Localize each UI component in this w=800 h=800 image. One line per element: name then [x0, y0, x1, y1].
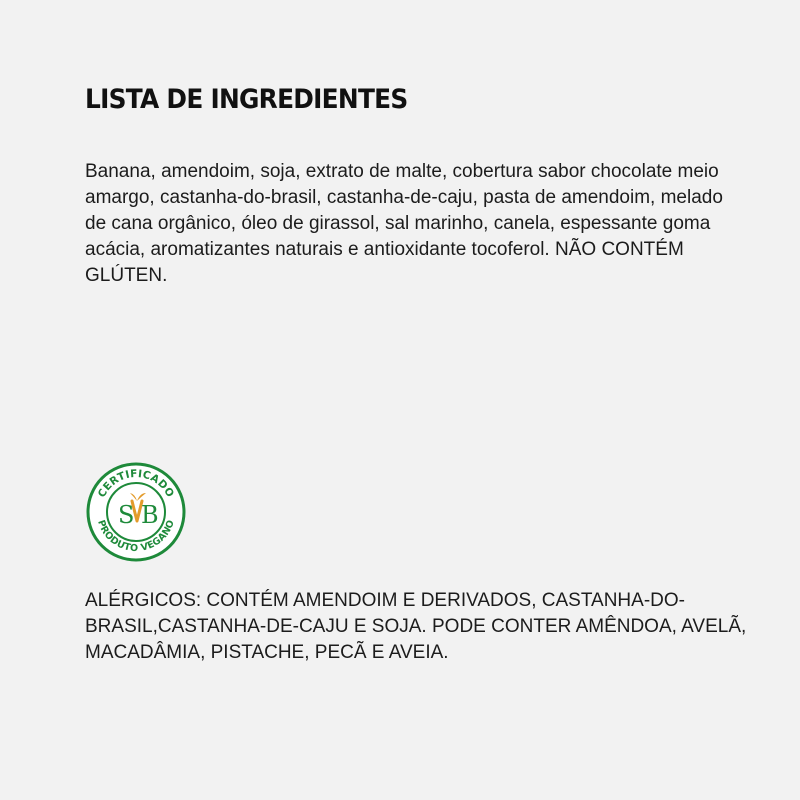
seal-top-text: CERTIFICADO	[95, 467, 177, 500]
vegan-seal-icon	[85, 461, 187, 563]
seal-monogram-b: B	[141, 501, 159, 529]
vegan-certification-seal	[85, 461, 187, 563]
ingredients-list: Banana, amendoim, soja, extrato de malte, cobertura sabor chocolate meio amargo, castanha-do-brasil, castanha-de-caju, pasta de amendoim, melado de cana orgânico, óleo de girassol, sal marinho, canela, espessante goma acácia, aromatizantes naturais e antioxidante tocoferol. NÃO CONTÉM GLÚTEN.	[85, 161, 723, 286]
seal-monogram-s: S	[118, 501, 135, 529]
page-title: LISTA DE INGREDIENTES	[85, 84, 408, 115]
allergens-statement: ALÉRGICOS: CONTÉM AMENDOIM E DERIVADOS, CASTANHA-DO-BRASIL,CASTANHA-DE-CAJU E SOJA. PODE CONTER AMÊNDOA, AVELÃ, MACADÂMIA, PISTACHE, PECÃ E AVEIA.	[85, 590, 747, 663]
seal-bottom-text: PRODUTO VEGANO	[95, 518, 177, 555]
